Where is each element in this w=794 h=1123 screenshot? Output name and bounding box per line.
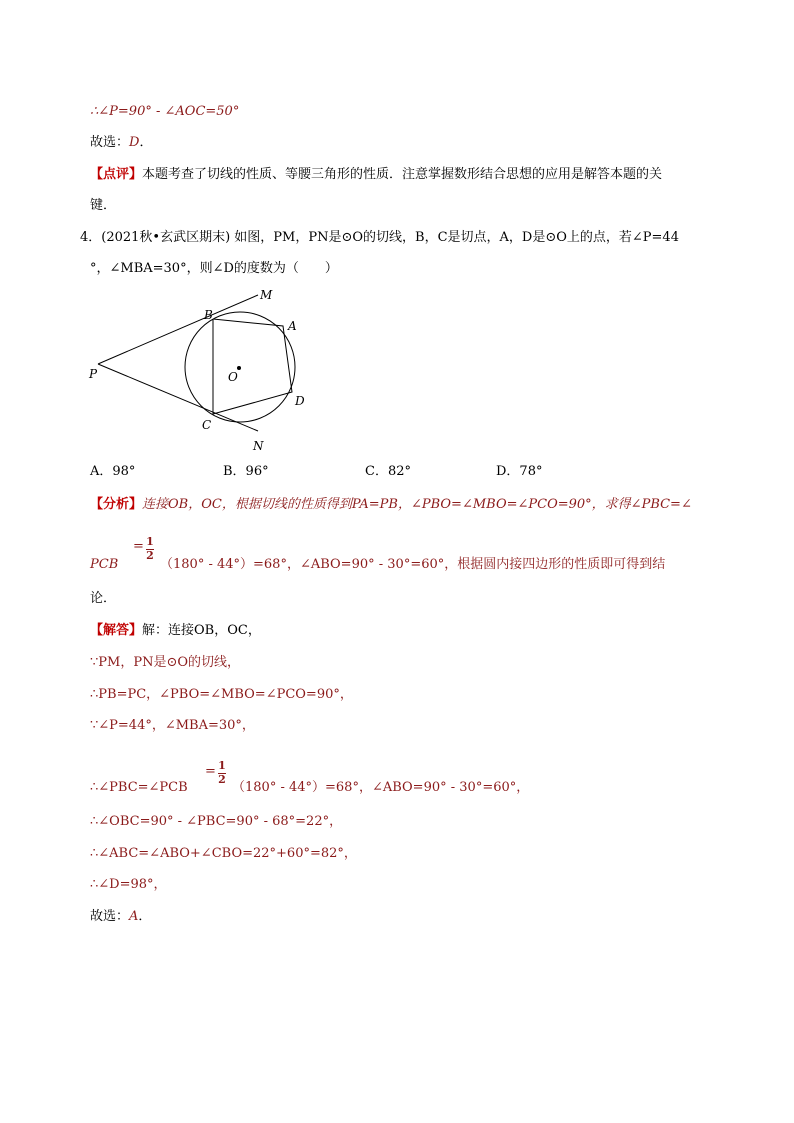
question-line-1 [80,229,679,247]
prev-choose-answer: D [129,135,140,150]
prev-choose [90,134,152,152]
solution-line-2: ∵PM，PN是⊙O的切线， [90,655,241,670]
label-o: O [228,370,238,384]
prev-conclusion: ∴∠P=90° - ∠AOC=50° [90,104,240,119]
comment-tag: 【点评】 [90,167,143,182]
solution-choose-label: 故选： [90,909,130,924]
solution-line-8: ∴∠D=98°， [90,877,167,892]
analysis-tag: 【分析】 [90,497,143,512]
solution-tag: 【解答】 [90,623,143,638]
tangent-pm [98,295,258,364]
prev-comment-cont: 键． [90,198,117,213]
label-c: C [202,418,212,432]
analysis-pcb: PCB [90,557,119,572]
solution-frac-num: 1 [218,759,226,772]
analysis-text-2: （180° - 44°）=68°，∠ABO=90° - 30°=60°，根据圆内接四边形的性质即可得到结 [160,557,666,572]
label-n: N [253,439,264,453]
question-line-2: °，∠MBA=30°，则∠D的度数为（ ） [90,261,338,276]
solution-choose [90,908,151,926]
analysis-frac-den: 2 [146,549,154,562]
solution-frac-den: 2 [218,773,226,786]
label-a: A [288,319,297,333]
solution-line-5: （180° - 44°）=68°，∠ABO=90° - 30°=60°， [232,780,530,795]
solution-text-1: 解：连接OB，OC， [142,623,261,638]
analysis-equals: = [133,539,144,554]
analysis-text-1: 连接OB，OC，根据切线的性质得到PA=PB，∠PBO=∠MBO=∠PCO=90°，求得∠PBC=∠ [142,497,692,512]
label-b: B [204,308,213,322]
label-d: D [295,394,305,408]
prev-choose-end: ． [139,135,153,150]
solution-choose-answer: A [129,909,139,924]
prev-comment [90,166,662,184]
option-a: A．98° [90,464,136,479]
label-p: P [89,367,98,381]
question-number: 4． [80,230,102,245]
solution-fraction [218,760,226,786]
analysis-frac-num: 1 [146,535,154,548]
chords-bad-c [213,319,292,414]
option-b: B．96° [223,464,269,479]
option-d: D．78° [496,464,543,479]
question-text: (2021秋•玄武区期末) 如图，PM，PN是⊙O的切线，B，C是切点，A，D是⊙O上的点，若∠P=44 [101,230,679,245]
solution-line-1 [90,622,261,640]
solution-pbc-pcb: ∴∠PBC=∠PCB [90,780,188,795]
analysis-line-3: 论． [90,591,117,606]
solution-line-3: ∴PB=PC，∠PBO=∠MBO=∠PCO=90°， [90,687,353,702]
comment-text: 本题考查了切线的性质、等腰三角形的性质．注意掌握数形结合思想的应用是解答本题的关 [142,167,663,182]
prev-choose-label: 故选： [90,135,130,150]
geometry-figure [80,282,320,454]
solution-line-4: ∵∠P=44°，∠MBA=30°， [90,718,255,733]
label-m: M [260,288,273,302]
solution-line-6: ∴∠OBC=90° - ∠PBC=90° - 68°=22°， [90,814,343,829]
solution-equals: = [205,764,216,779]
solution-choose-end: ． [138,909,152,924]
option-c: C．82° [365,464,411,479]
solution-line-7: ∴∠ABC=∠ABO+∠CBO=22°+60°=82°， [90,846,357,861]
analysis-fraction [146,536,154,562]
analysis-line-1 [90,496,692,514]
